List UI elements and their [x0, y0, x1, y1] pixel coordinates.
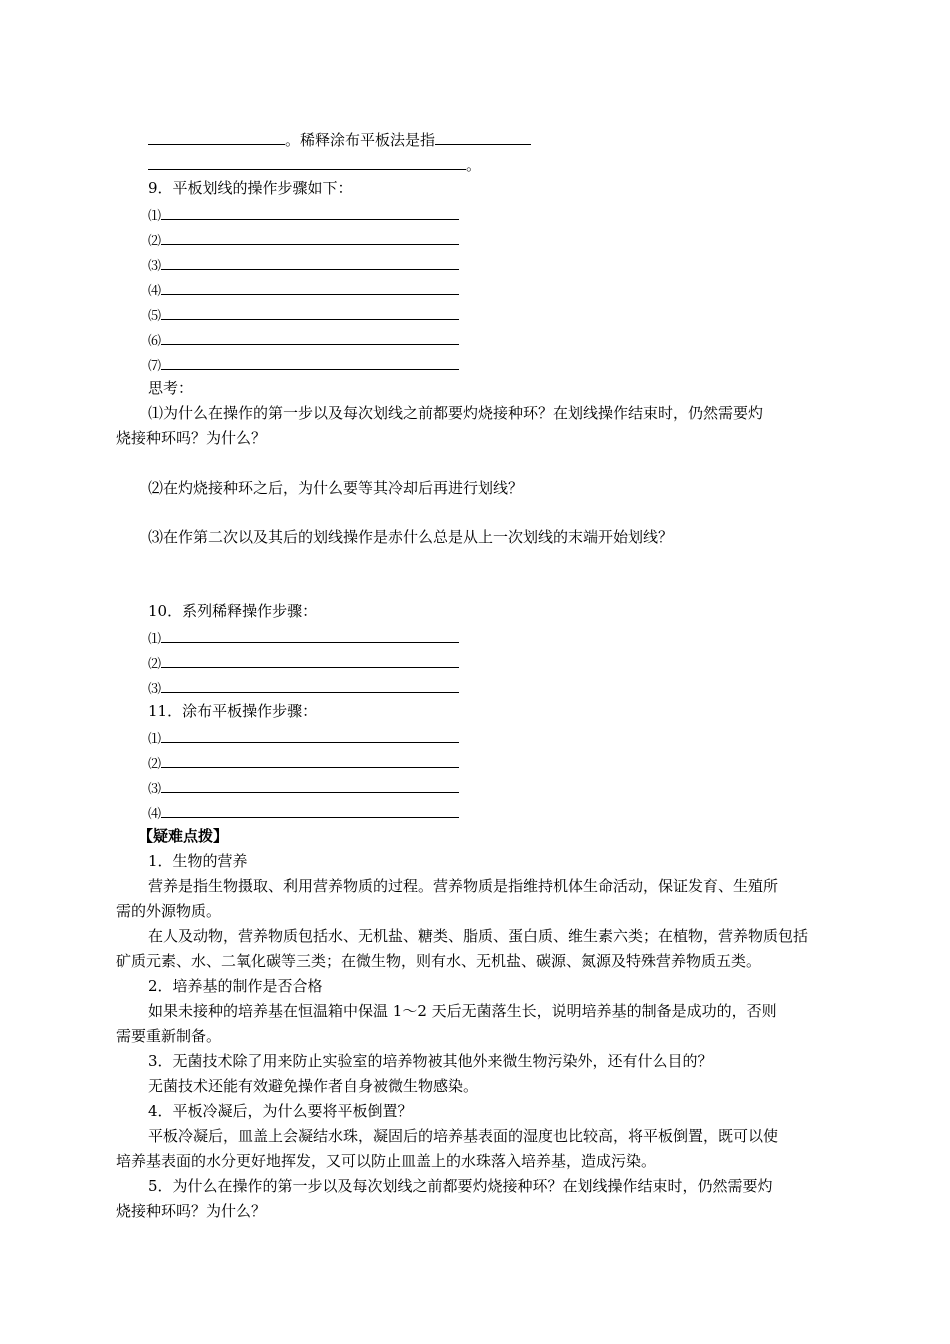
- q10-step: ⑶: [148, 676, 459, 700]
- answer-blank[interactable]: [161, 751, 459, 768]
- q11-step: ⑷: [148, 801, 459, 825]
- q9-step: ⑹: [148, 328, 459, 352]
- q9-step: ⑺: [148, 353, 459, 377]
- tip1-para-cont: 需的外源物质。: [116, 902, 222, 920]
- tip1-para2-cont: 矿质元素、水、二氧化碳等三类；在微生物，则有水、无机盐、碳源、氮源及特殊营养物质五类。: [116, 952, 762, 970]
- answer-blank[interactable]: [161, 303, 459, 320]
- q9-step: ⑶: [148, 253, 459, 277]
- tip1-title: 1．生物的营养: [148, 852, 248, 870]
- q9-step: ⑸: [148, 303, 459, 327]
- q8-line: 。稀释涂布平板法是指: [148, 128, 531, 150]
- q9-step: ⑵: [148, 228, 459, 252]
- tip5-title: 5．为什么在操作的第一步以及每次划线之前都要灼烧接种环？在划线操作结束时，仍然需要灼: [148, 1177, 773, 1195]
- q11-step: ⑵: [148, 751, 459, 775]
- tip5-title-cont: 烧接种环吗？为什么？: [116, 1202, 267, 1220]
- think-q1: ⑴为什么在操作的第一步以及每次划线之前都要灼烧接种环？在划线操作结束时，仍然需要灼: [148, 404, 764, 422]
- answer-blank[interactable]: [148, 153, 466, 170]
- think-q1-cont: 烧接种环吗？为什么？: [116, 429, 267, 447]
- tip2-para-cont: 需要重新制备。: [116, 1027, 222, 1045]
- answer-blank[interactable]: [161, 801, 459, 818]
- answer-blank[interactable]: [161, 676, 459, 693]
- q8-line-2: 。: [148, 153, 481, 175]
- think-q3: ⑶在作第二次以及其后的划线操作是赤什么总是从上一次划线的末端开始划线？: [148, 528, 674, 546]
- q9-step: ⑷: [148, 278, 459, 302]
- tips-heading: 【疑难点拨】: [138, 827, 229, 845]
- answer-blank[interactable]: [161, 203, 459, 220]
- tip2-para: 如果未接种的培养基在恒温箱中保温 1～2 天后无菌落生长，说明培养基的制备是成功的，否则: [148, 1002, 777, 1020]
- tip4-title: 4．平板冷凝后，为什么要将平板倒置？: [148, 1102, 413, 1120]
- think-label: 思考：: [148, 379, 194, 397]
- q11-step: ⑶: [148, 776, 459, 800]
- answer-blank[interactable]: [161, 278, 459, 295]
- q10-step: ⑵: [148, 651, 459, 675]
- answer-blank[interactable]: [161, 253, 459, 270]
- q10-title: 10．系列稀释操作步骤：: [148, 602, 318, 620]
- answer-blank[interactable]: [161, 228, 459, 245]
- answer-blank[interactable]: [161, 776, 459, 793]
- tip2-title: 2．培养基的制作是否合格: [148, 977, 323, 995]
- tip4-para-cont: 培养基表面的水分更好地挥发，又可以防止皿盖上的水珠落入培养基，造成污染。: [116, 1152, 657, 1170]
- answer-blank[interactable]: [435, 128, 531, 145]
- q9-step: ⑴: [148, 203, 459, 227]
- q11-title: 11．涂布平板操作步骤：: [148, 702, 318, 720]
- q9-title: 9．平板划线的操作步骤如下：: [148, 179, 353, 197]
- answer-blank[interactable]: [161, 353, 459, 370]
- think-q2: ⑵在灼烧接种环之后，为什么要等其冷却后再进行划线？: [148, 479, 524, 497]
- answer-blank[interactable]: [148, 128, 285, 145]
- tip3-para: 无菌技术还能有效避免操作者自身被微生物感染。: [148, 1077, 479, 1095]
- tip3-title: 3．无菌技术除了用来防止实验室的培养物被其他外来微生物污染外，还有什么目的？: [148, 1052, 713, 1070]
- q11-step: ⑴: [148, 726, 459, 750]
- answer-blank[interactable]: [161, 626, 459, 643]
- answer-blank[interactable]: [161, 328, 459, 345]
- answer-blank[interactable]: [161, 651, 459, 668]
- q10-step: ⑴: [148, 626, 459, 650]
- answer-blank[interactable]: [161, 726, 459, 743]
- tip4-para: 平板冷凝后，皿盖上会凝结水珠，凝固后的培养基表面的湿度也比较高，将平板倒置，既可以使: [148, 1127, 779, 1145]
- tip1-para: 营养是指生物摄取、利用营养物质的过程。营养物质是指维持机体生命活动，保证发育、生殖所: [148, 877, 779, 895]
- tip1-para2: 在人及动物，营养物质包括水、无机盐、糖类、脂质、蛋白质、维生素六类；在植物，营养物质包括: [148, 927, 809, 945]
